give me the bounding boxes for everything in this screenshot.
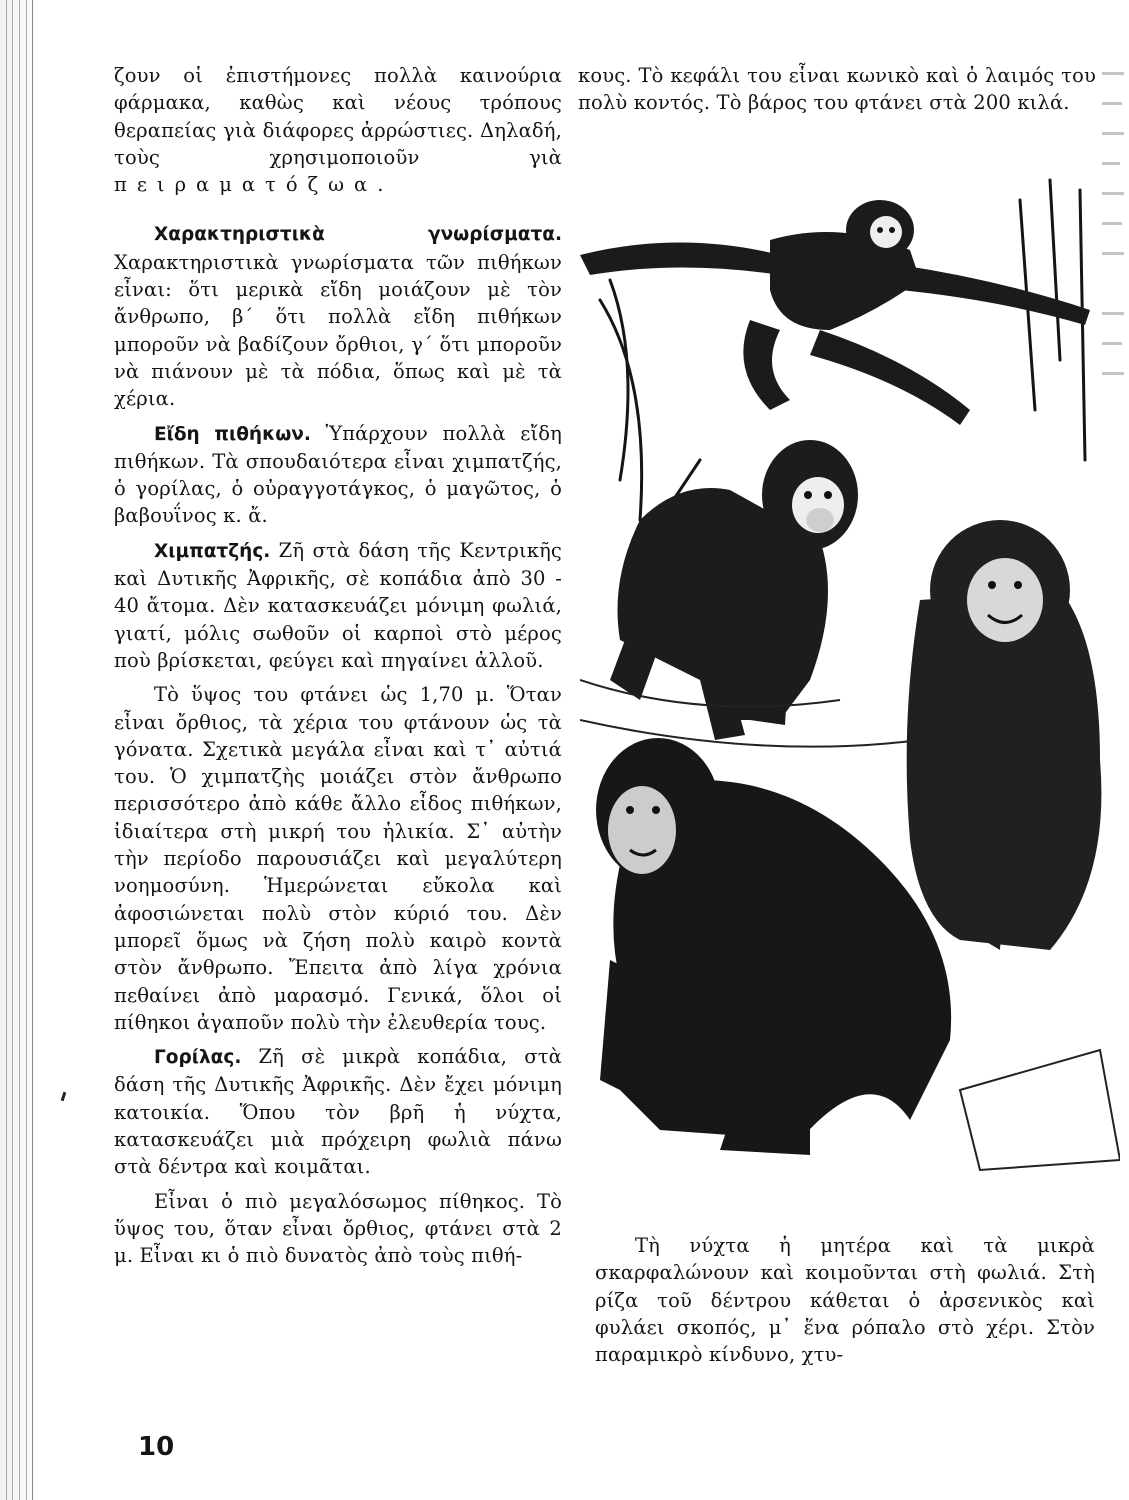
chimp-heading: Χιμπατζής. xyxy=(154,540,271,562)
species-paragraph xyxy=(114,420,562,530)
gorilla-heading: Γορίλας. xyxy=(154,1047,242,1069)
right-top-paragraph: κους. Τὸ κεφάλι του εἶναι κωνικὸ καὶ ὁ λαιμός του πολὺ κοντός. Τὸ βάρος του φτάνει στὰ 200 κιλά. xyxy=(578,64,1096,115)
features-text: Χαρακτηριστικὰ γνωρίσματα τῶν πιθήκων εἶναι: ὅτι μερικὰ εἴδη μοιάζουν μὲ τὸν ἄνθρωπο, β΄ ὅτι πολλὰ εἴδη πιθήκων μποροῦν νὰ βαδίζουν ὄρθιοι, γ΄ ὅτι μποροῦν νὰ πιάνουν μὲ τὰ πόδια, ὅπως καὶ μὲ τὰ χέρια. xyxy=(114,250,562,411)
gibbon-figure xyxy=(580,200,1090,425)
chimp-paragraph xyxy=(114,537,562,674)
right-text-column-bottom xyxy=(595,1232,1095,1368)
left-text-column xyxy=(114,62,562,1269)
intro-text: ζουν οἱ ἐπιστήμονες πολλὰ καινούρια φάρμακα, καθὼς καὶ νέους τρόπους θεραπείας γιὰ διάφορες ἀρρώστιες. Δηλαδή, τοὺς χρησιμοποιοῦν γιὰ xyxy=(114,64,562,169)
page-number: 10 xyxy=(138,1432,175,1462)
right-text-column-top xyxy=(578,62,1096,117)
intro-spaced-word: πειραματόζωα. xyxy=(114,173,394,197)
species-text: Ὑπάρχουν πολλὰ εἴδη πιθήκων. Τὰ σπουδαιότερα εἶναι χιμπατζής, ὁ γορίλας, ὁ οὐραγγοτάγκος, ὁ μαγῶτος, ὁ βαβουΐνος κ. ἄ. xyxy=(114,421,562,528)
species-heading: Εἴδη πιθήκων. xyxy=(154,423,311,445)
chimp-text: Ζῆ στὰ δάση τῆς Κεντρικῆς καὶ Δυτικῆς Ἀφρικῆς, σὲ κοπάδια ἀπὸ 30 - 40 ἄτομα. Δὲν κατασκευάζει μόνιμη φωλιά, γιατί, μόλις σωθοῦν οἱ καρποὶ στὸ μέρος ποὺ βρίσκεται, φεύγει καὶ πηγαίνει ἀλλοῦ. xyxy=(114,538,562,672)
ink-speck xyxy=(61,1092,67,1101)
right-bottom-paragraph: Τὴ νύχτα ἡ μητέρα καὶ τὰ μικρὰ σκαρφαλώνουν καὶ κοιμοῦνται στὴ φωλιά. Στὴ ρίζα τοῦ δέντρου κάθεται ὁ ἀρσενικὸς καὶ φυλάει σκοπός, μ᾽ ἕνα ρόπαλο στὸ χέρι. Στὸν παραμικρὸ κίνδυνο, χτυ- xyxy=(595,1234,1095,1367)
bleed-through-margin xyxy=(1098,62,1129,762)
primates-illustration xyxy=(580,160,1120,1230)
gorilla-paragraph-2: Εἶναι ὁ πιὸ μεγαλόσωμος πίθηκος. Τὸ ὕψος του, ὅταν εἶναι ὄρθιος, φτάνει στὰ 2 μ. Εἶναι κι ὁ πιὸ δυνατὸς ἀπὸ τοὺς πιθή- xyxy=(114,1189,562,1268)
gorilla-paragraph xyxy=(114,1043,562,1180)
book-spine-edge xyxy=(0,0,34,1500)
gorilla-text: Ζῆ σὲ μικρὰ κοπάδια, στὰ δάση τῆς Δυτικῆς Ἀφρικῆς. Δὲν ἔχει μόνιμη κατοικία. Ὅπου τὸν βρῆ ἡ νύχτα, κατασκευάζει μιὰ πρόχειρη φωλιὰ πάνω στὰ δέντρα καὶ κοιμᾶται. xyxy=(114,1045,562,1179)
features-paragraph xyxy=(114,220,562,412)
features-heading: Χαρακτηριστικὰ γνωρίσματα. xyxy=(154,224,562,246)
intro-paragraph xyxy=(114,62,562,198)
chimp-paragraph-2: Τὸ ὕψος του φτάνει ὡς 1,70 μ. Ὅταν εἶναι ὄρθιος, τὰ χέρια του φτάνουν ὡς τὰ γόνατα. Σχετικὰ μεγάλα εἶναι καὶ τ᾽ αὐτιά του. Ὁ χιμπατζὴς μοιάζει στὸν ἄνθρωπο περισσότερο ἀπὸ κάθε ἄλλο εἶδος πιθήκων, ἰδιαίτερα στὴ μικρή του ἡλικία. Σ᾽ αὐτὴν τὴν περίοδο παρουσιάζει καὶ μεγαλύτερη νοημοσύνη. Ἡμερώνεται εὔκολα καὶ ἀφοσιώνεται πολὺ στὸν κύριό του. Δὲν μπορεῖ ὅμως νὰ ζήση πολὺ καιρὸ κοντὰ στὸν ἄνθρωπο. Ἔπειτα ἀπὸ λίγα χρόνια πεθαίνει ἀπὸ μαρασμό. Γενικά, ὅλοι οἱ πίθηκοι ἀγαποῦν πολὺ τὴν ἐλευθερία τους. xyxy=(114,683,562,1034)
